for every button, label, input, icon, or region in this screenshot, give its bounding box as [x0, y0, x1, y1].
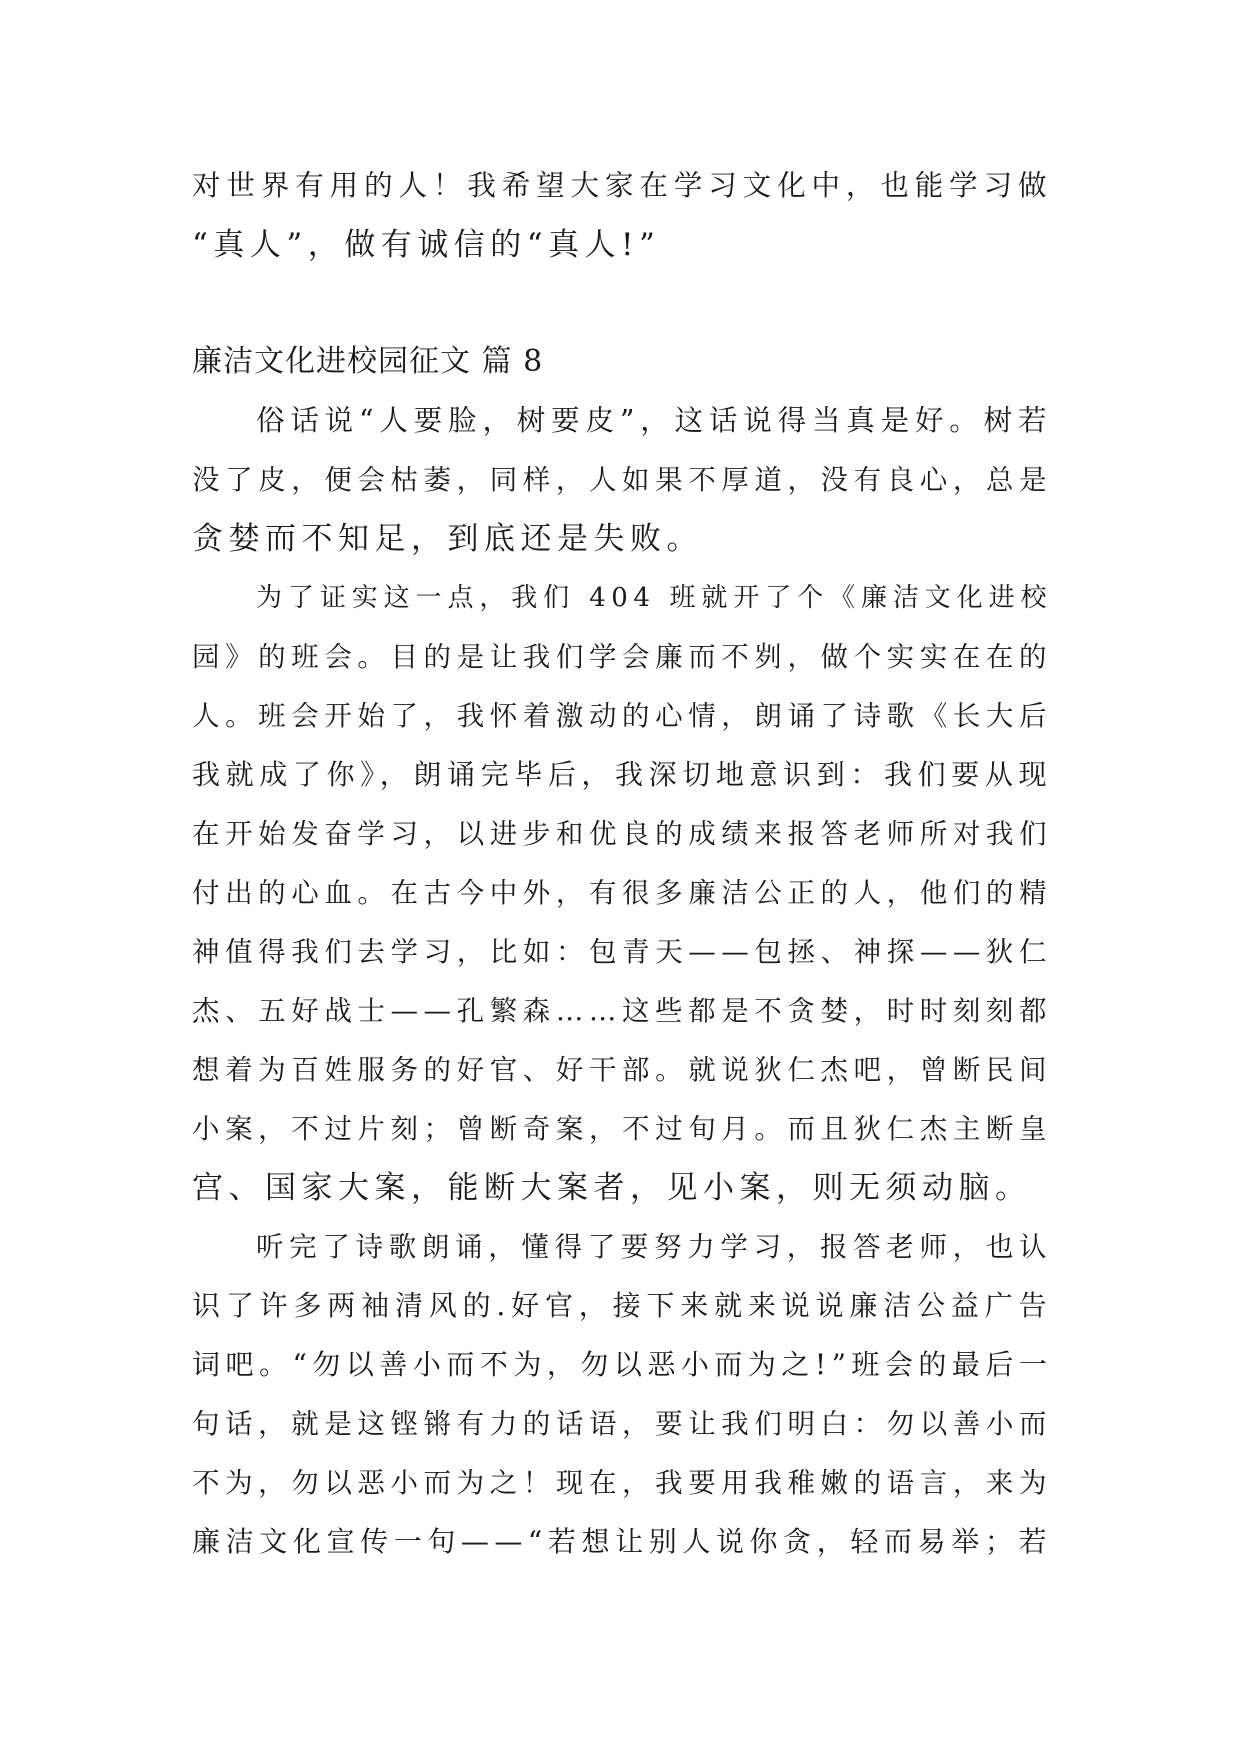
paragraph-2-line-5: 在开始发奋学习，以进步和优良的成绩来报答老师所对我们: [192, 818, 1052, 850]
paragraph-2-line-2: 园》的班会。目的是让我们学会廉而不刿，做个实实在在的: [192, 641, 1052, 673]
paragraph-2-line-7: 神值得我们去学习，比如：包青天——包拯、神探——狄仁: [192, 936, 1052, 968]
intro-line-1: 对世界有用的人！我希望大家在学习文化中，也能学习做: [192, 169, 1052, 202]
paragraph-2-line-11: 宫、国家大案，能断大案者，见小案，则无须动脑。: [192, 1170, 1032, 1206]
paragraph-3-line-1: 听完了诗歌朗诵，懂得了要努力学习，报答老师，也认: [256, 1231, 1052, 1263]
paragraph-1-line-1: 俗话说“人要脸，树要皮”，这话说得当真是好。树若: [256, 404, 1052, 437]
paragraph-2-line-3: 人。班会开始了，我怀着激动的心情，朗诵了诗歌《长大后: [192, 700, 1052, 732]
paragraph-3-line-3: 词吧。“勿以善小而不为，勿以恶小而为之!”班会的最后一: [192, 1348, 1053, 1381]
paragraph-1-line-3: 贪婪而不知足，到底还是失败。: [192, 521, 703, 557]
paragraph-2-line-10: 小案，不过片刻；曾断奇案，不过旬月。而且狄仁杰主断皇: [192, 1113, 1052, 1145]
paragraph-1-line-2: 没了皮，便会枯萎，同样，人如果不厚道，没有良心，总是: [192, 464, 1052, 496]
paragraph-2-line-9: 想着为百姓服务的好官、好干部。就说狄仁杰吧，曾断民间: [192, 1054, 1052, 1086]
section-heading: 廉洁文化进校园征文 篇 8: [192, 344, 544, 379]
paragraph-2-line-6: 付出的心血。在古今中外，有很多廉洁公正的人，他们的精: [192, 877, 1052, 909]
paragraph-2-line-1: 为了证实这一点，我们 404 班就开了个《廉洁文化进校: [256, 583, 1052, 613]
paragraph-3-line-5: 不为，勿以恶小而为之！现在，我要用我稚嫩的语言，来为: [192, 1467, 1052, 1499]
paragraph-3-line-4: 句话，就是这铿锵有力的话语，要让我们明白：勿以善小而: [192, 1408, 1052, 1440]
intro-line-2: “真人”，做有诚信的“真人!”: [192, 227, 661, 263]
paragraph-3-line-6: 廉洁文化宣传一句——“若想让别人说你贪，轻而易举；若: [192, 1525, 1052, 1558]
paragraph-2-line-8: 杰、五好战士——孔繁森……这些都是不贪婪，时时刻刻都: [192, 995, 1052, 1027]
paragraph-2-line-4: 我就成了你》，朗诵完毕后，我深切地意识到：我们要从现: [192, 758, 1052, 791]
paragraph-3-line-2: 识了许多两袖清风的.好官，接下来就来说说廉洁公益广告: [192, 1289, 1052, 1322]
